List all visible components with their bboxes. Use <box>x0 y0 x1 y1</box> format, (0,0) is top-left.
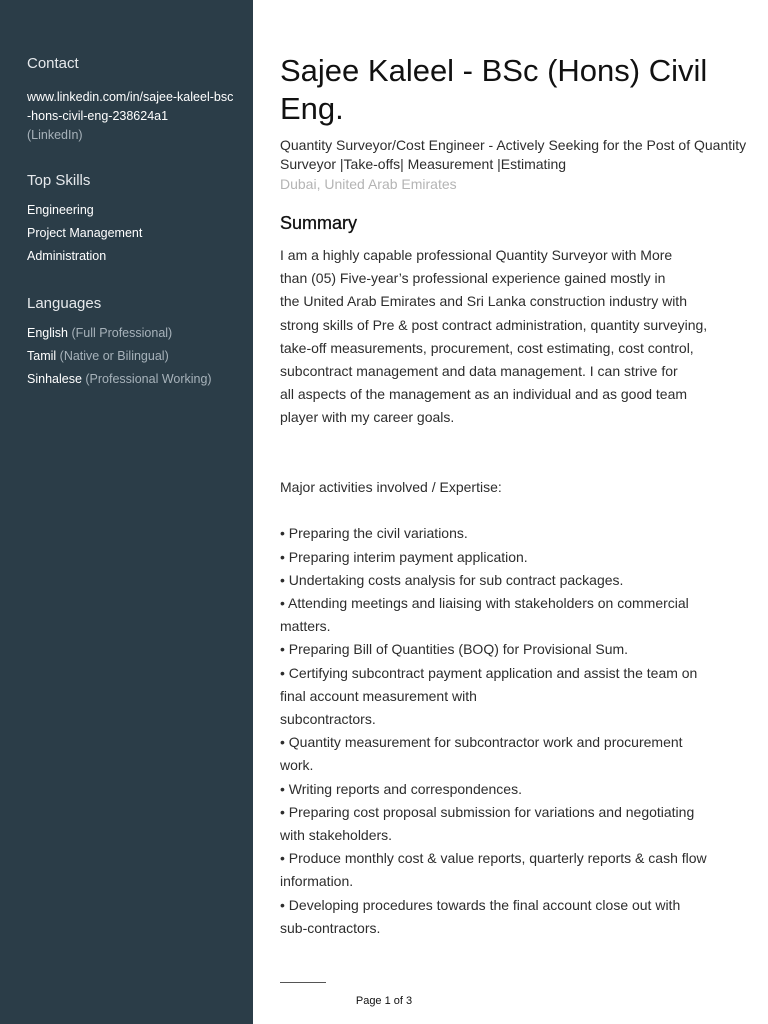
summary-line: all aspects of the management as an individual and as good team <box>280 386 688 403</box>
language-name: English <box>27 326 68 340</box>
language-item <box>27 345 237 368</box>
summary-body <box>280 244 750 940</box>
skills-section <box>27 171 237 268</box>
language-item <box>27 368 237 391</box>
summary-line: • Preparing cost proposal submission for variations and negotiating <box>280 803 695 820</box>
summary-line: matters. <box>280 618 331 635</box>
language-level: (Native or Bilingual) <box>59 349 169 363</box>
summary-spacer <box>280 430 750 453</box>
languages-heading: Languages <box>27 295 102 312</box>
summary-spacer <box>280 499 750 522</box>
languages-section <box>27 294 237 391</box>
sidebar <box>0 0 253 1024</box>
summary-line: strong skills of Pre & post contract administration, quantity surveying, <box>280 316 708 333</box>
summary-line: take-off measurements, procurement, cost estimating, cost control, <box>280 339 694 356</box>
language-level: (Full Professional) <box>71 326 173 340</box>
summary-line: player with my career goals. <box>280 409 455 426</box>
summary-line: • Preparing interim payment application. <box>280 548 528 565</box>
summary-line: • Preparing the civil variations. <box>280 525 468 542</box>
summary-line: I am a highly capable professional Quantity Surveyor with More <box>280 247 673 263</box>
language-item <box>27 322 237 345</box>
summary-title: Summary <box>280 213 358 233</box>
summary-line: the United Arab Emirates and Sri Lanka construction industry with <box>280 293 687 310</box>
contact-section <box>27 54 237 145</box>
profile-headline: Quantity Surveyor/Cost Engineer - Actively Seeking for the Post of Quantity Surveyor |Take-offs| Measurement |Estimating <box>280 137 747 172</box>
page-number: Page 1 of 3 <box>355 995 413 1007</box>
summary-line: than (05) Five-year’s professional experience gained mostly in <box>280 270 666 287</box>
skill-item: Project Management <box>27 226 143 240</box>
language-name: Tamil <box>27 349 57 363</box>
summary-line: • Preparing Bill of Quantities (BOQ) for Provisional Sum. <box>280 641 629 658</box>
summary-line: sub-contractors. <box>280 919 381 936</box>
profile-location: Dubai, United Arab Emirates <box>280 176 457 192</box>
summary-line: • Undertaking costs analysis for sub contract packages. <box>280 571 624 588</box>
summary-spacer <box>280 453 750 476</box>
linkedin-link[interactable]: www.linkedin.com/in/sajee-kaleel-bsc-hons-civil-eng-238624a1 <box>27 90 234 123</box>
summary-line: subcontract management and data management. I can strive for <box>280 363 678 380</box>
summary-line: Major activities involved / Expertise: <box>280 479 502 495</box>
linkedin-label: (LinkedIn) <box>27 128 83 142</box>
summary-line: • Quantity measurement for subcontractor work and procurement <box>280 734 683 751</box>
main-content <box>280 52 750 940</box>
profile-name: Sajee Kaleel - BSc (Hons) Civil Eng. <box>280 53 708 126</box>
skill-item: Administration <box>27 249 107 263</box>
skill-item: Engineering <box>27 203 94 217</box>
summary-line: information. <box>280 873 354 890</box>
summary-line: with stakeholders. <box>280 827 393 844</box>
summary-line: • Produce monthly cost & value reports, quarterly reports & cash flow <box>280 850 707 867</box>
contact-heading: Contact <box>27 55 79 72</box>
summary-line: final account measurement with <box>280 687 477 704</box>
summary-line: • Certifying subcontract payment application and assist the team on <box>280 664 698 681</box>
skills-heading: Top Skills <box>27 172 91 189</box>
summary-line: subcontractors. <box>280 711 376 728</box>
summary-line: work. <box>280 757 314 774</box>
footer-divider <box>280 982 326 983</box>
summary-line: • Attending meetings and liaising with stakeholders on commercial <box>280 595 689 611</box>
summary-line: • Developing procedures towards the final account close out with <box>280 896 681 913</box>
summary-line: • Writing reports and correspondences. <box>280 780 522 797</box>
language-name: Sinhalese <box>27 372 82 386</box>
language-level: (Professional Working) <box>85 372 212 386</box>
